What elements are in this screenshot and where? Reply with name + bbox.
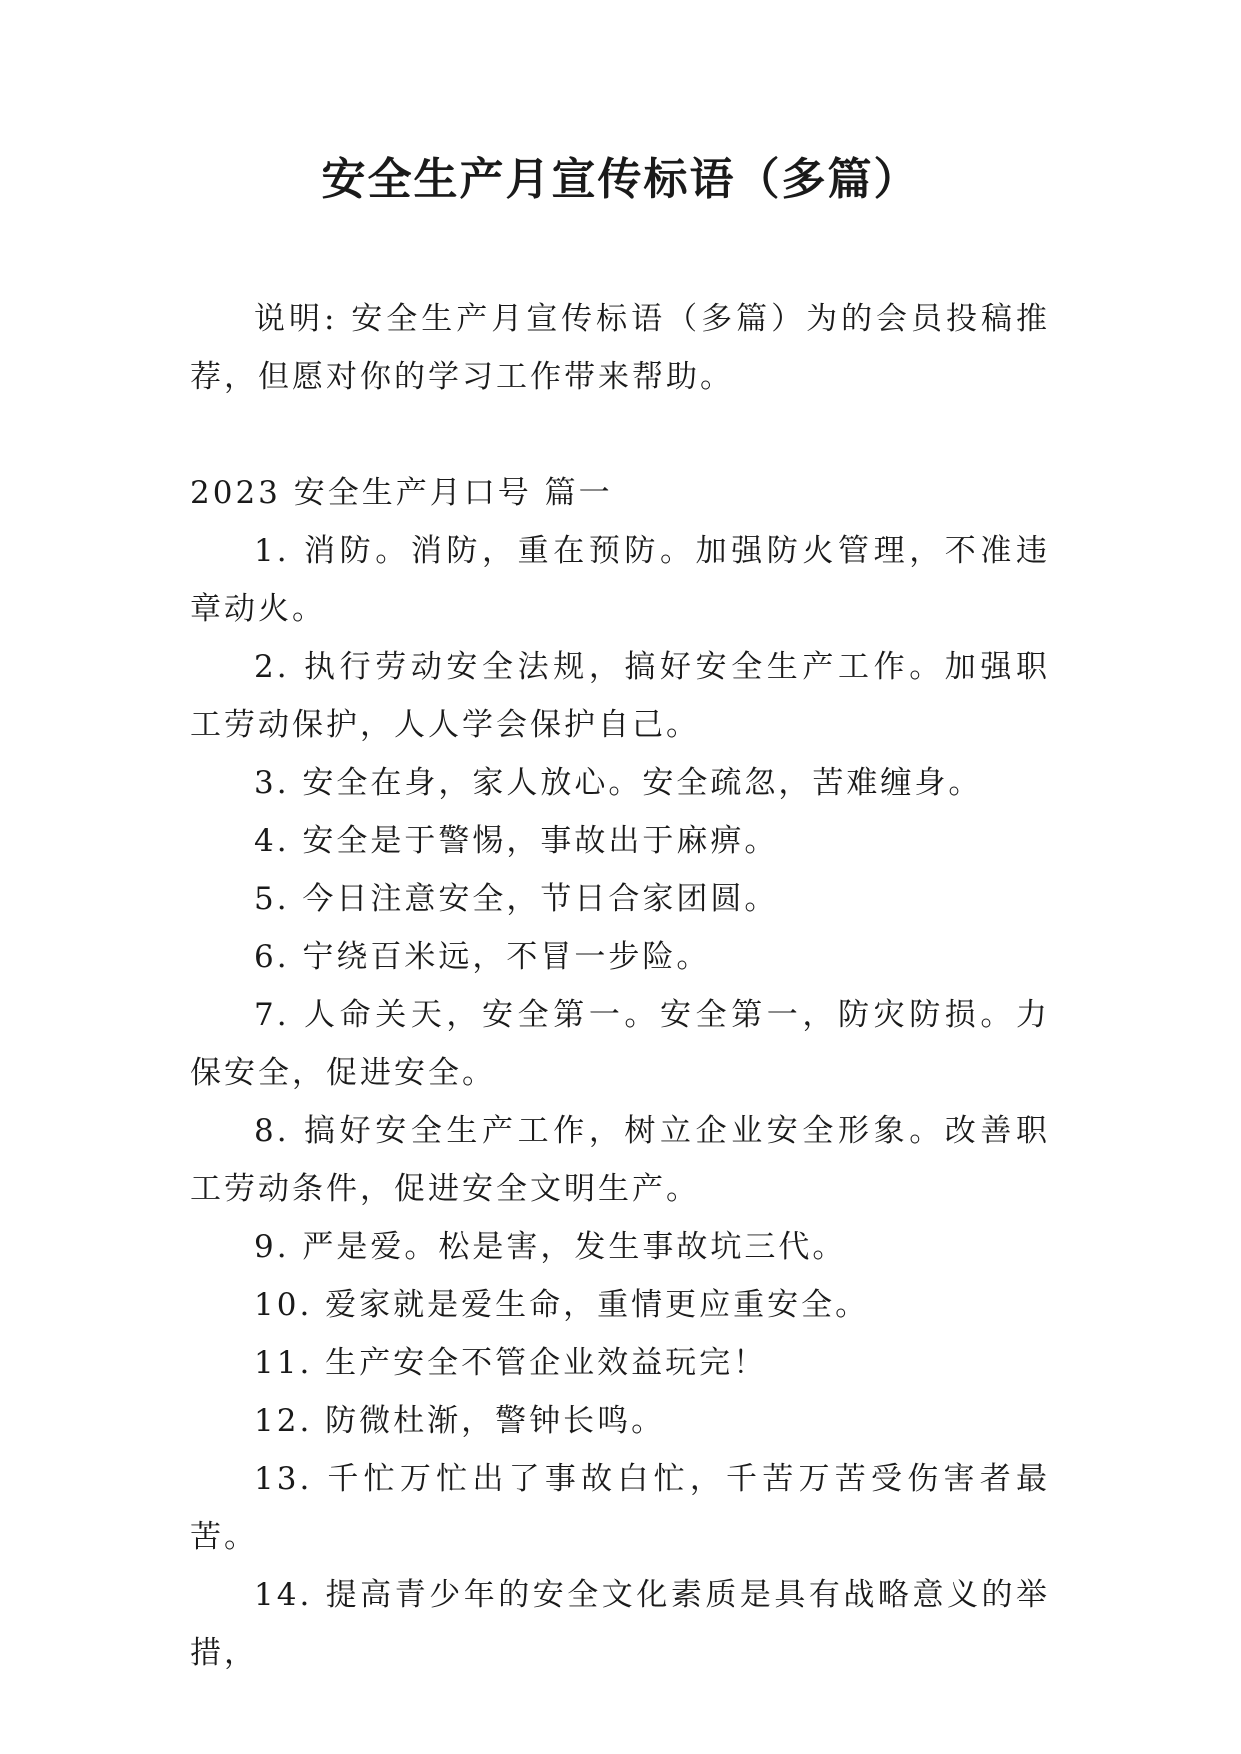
list-item: 10. 爱家就是爱生命，重情更应重安全。: [254, 1287, 870, 1323]
list-item: 13. 千忙万忙出了事故白忙，千苦万苦受伤害者最苦。: [190, 1461, 1050, 1555]
list-item: 6. 宁绕百米远，不冒一步险。: [254, 939, 711, 975]
intro-paragraph: 说明: 安全生产月宣传标语（多篇）为的会员投稿推荐，但愿对你的学习工作带来帮助。: [190, 301, 1050, 395]
list-item: 2. 执行劳动安全法规，搞好安全生产工作。加强职工劳动保护，人人学会保护自己。: [190, 649, 1050, 743]
list-item: 5. 今日注意安全，节日合家团圆。: [254, 881, 779, 917]
list-item: 7. 人命关天，安全第一。安全第一，防灾防损。力保安全，促进安全。: [190, 997, 1050, 1091]
section-heading: 2023 安全生产月口号 篇一: [190, 475, 613, 511]
document-title: 安全生产月宣传标语（多篇）: [321, 154, 920, 205]
list-item: 12. 防微杜渐，警钟长鸣。: [254, 1403, 666, 1439]
list-item: 9. 严是爱。松是害，发生事故坑三代。: [254, 1229, 847, 1265]
list-item: 4. 安全是于警惕，事故出于麻痹。: [254, 823, 779, 859]
document-body: [190, 290, 1050, 1682]
list-item: 3. 安全在身，家人放心。安全疏忽，苦难缠身。: [254, 765, 983, 801]
list-item: 11. 生产安全不管企业效益玩完！: [254, 1345, 768, 1381]
list-item: 14. 提高青少年的安全文化素质是具有战略意义的举措，: [190, 1577, 1050, 1671]
list-item: 8. 搞好安全生产工作，树立企业安全形象。改善职工劳动条件，促进安全文明生产。: [190, 1113, 1050, 1207]
paragraph-spacer: [190, 406, 1050, 464]
list-item: 1. 消防。消防，重在预防。加强防火管理，不准违章动火。: [190, 533, 1050, 627]
